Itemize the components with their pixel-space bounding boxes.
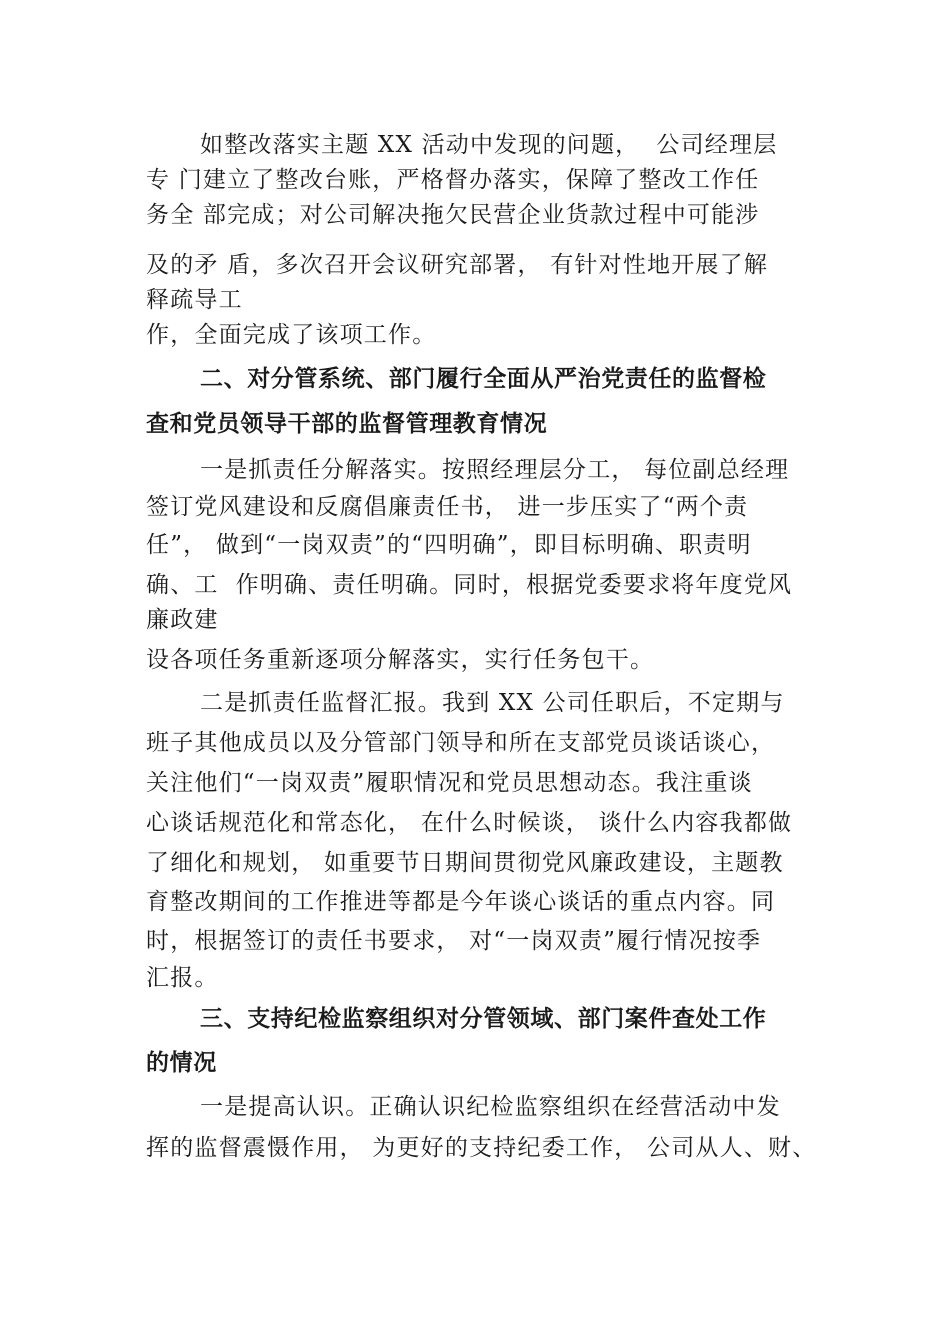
paragraph-line: 一是抓责任分解落实。按照经理层分工， 每位副总经理 bbox=[200, 457, 790, 483]
paragraph-line: 挥的监督震慑作用， 为更好的支持纪委工作， 公司从人、财、 bbox=[146, 1135, 817, 1161]
paragraph-line: 廉政建 bbox=[146, 607, 219, 633]
paragraph-line: 心谈话规范化和常态化， 在什么时候谈， 谈什么内容我都做 bbox=[146, 810, 793, 836]
section-heading: 二、对分管系统、部门履行全面从严治党责任的监督检 bbox=[200, 366, 767, 392]
paragraph-line: 务全 部完成；对公司解决拖欠民营企业货款过程中可能涉 bbox=[146, 202, 760, 228]
paragraph-line: 二是抓责任监督汇报。我到 XX 公司任职后，不定期与 bbox=[200, 690, 785, 716]
paragraph-line: 任”， 做到“一岗双责”的“四明确”，即目标明确、职责明 bbox=[146, 532, 752, 558]
paragraph-line: 设各项任务重新逐项分解落实，实行任务包干。 bbox=[146, 647, 655, 673]
section-heading: 的情况 bbox=[146, 1050, 217, 1076]
paragraph-line: 作，全面完成了该项工作。 bbox=[146, 322, 437, 348]
section-heading: 查和党员领导干部的监督管理教育情况 bbox=[146, 411, 548, 437]
paragraph-line: 确、工 作明确、责任明确。同时，根据党委要求将年度党风 bbox=[146, 572, 793, 598]
paragraph-line: 签订党风建设和反腐倡廉责任书， 进一步压实了“两个责 bbox=[146, 494, 749, 520]
paragraph-line: 了细化和规划， 如重要节日期间贯彻党风廉政建设，主题教 bbox=[146, 850, 784, 876]
paragraph-line: 班子其他成员以及分管部门领导和所在支部党员谈话谈心， bbox=[146, 730, 776, 756]
paragraph-line: 汇报。 bbox=[146, 965, 219, 991]
paragraph-line: 时，根据签订的责任书要求， 对“一岗双责”履行情况按季 bbox=[146, 928, 762, 954]
paragraph-line: 及的矛 盾，多次召开会议研究部署， 有针对性地开展了解 bbox=[146, 252, 769, 278]
paragraph-line: 释疏导工 bbox=[146, 287, 243, 313]
paragraph-line: 育整改期间的工作推进等都是今年谈心谈话的重点内容。同 bbox=[146, 889, 776, 915]
paragraph-line: 一是提高认识。正确认识纪检监察组织在经营活动中发 bbox=[200, 1094, 781, 1120]
paragraph-line: 如整改落实主题 XX 活动中发现的问题， 公司经理层 bbox=[200, 132, 778, 158]
paragraph-line: 关注他们“一岗双责”履职情况和党员思想动态。我注重谈 bbox=[146, 770, 753, 796]
section-heading: 三、支持纪检监察组织对分管领域、部门案件查处工作 bbox=[200, 1006, 767, 1032]
paragraph-line: 专 门建立了整改台账，严格督办落实，保障了整改工作任 bbox=[146, 167, 760, 193]
